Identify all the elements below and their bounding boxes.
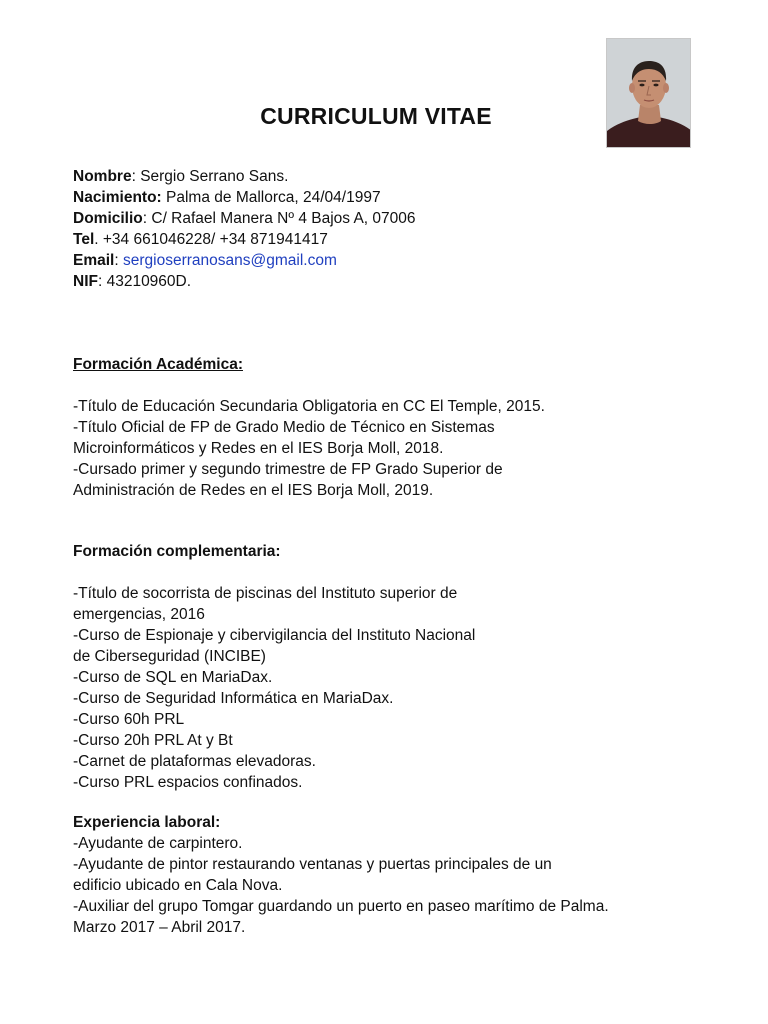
experience-line: Marzo 2017 – Abril 2017. <box>73 919 246 936</box>
birth-value: Palma de Mallorca, 24/04/1997 <box>161 189 381 206</box>
complementary-section <box>73 541 693 793</box>
experience-heading: Experiencia laboral: <box>73 814 221 831</box>
academic-line: -Título de Educación Secundaria Obligatoria en CC El Temple, 2015. <box>73 398 545 415</box>
complementary-line: -Curso de SQL en MariaDax. <box>73 669 273 686</box>
complementary-line: -Curso 20h PRL At y Bt <box>73 732 233 749</box>
spacer <box>73 375 693 396</box>
complementary-line: -Curso de Seguridad Informática en MariaDax. <box>73 690 394 707</box>
portrait-image <box>607 39 691 148</box>
academic-line: Microinformáticos y Redes en el IES Borja Moll, 2018. <box>73 440 444 457</box>
address-label: Domicilio <box>73 210 143 227</box>
nif-row <box>73 271 693 292</box>
profile-photo <box>606 38 691 148</box>
academic-section <box>73 354 693 501</box>
complementary-heading: Formación complementaria: <box>73 543 281 560</box>
complementary-line: -Carnet de plataformas elevadoras. <box>73 753 316 770</box>
email-label: Email <box>73 252 115 269</box>
document-title: CURRICULUM VITAE <box>260 103 492 129</box>
experience-line: -Auxiliar del grupo Tomgar guardando un puerto en paseo marítimo de Palma. <box>73 898 609 915</box>
complementary-line: -Curso de Espionaje y cibervigilancia del Instituto Nacional <box>73 627 476 644</box>
nif-label: NIF <box>73 273 98 290</box>
email-separator: : <box>114 252 123 269</box>
email-row <box>73 250 693 271</box>
experience-line: -Ayudante de carpintero. <box>73 835 243 852</box>
name-label: Nombre <box>73 168 132 185</box>
experience-line: -Ayudante de pintor restaurando ventanas y puertas principales de un <box>73 856 552 873</box>
complementary-line: emergencias, 2016 <box>73 606 205 623</box>
address-row <box>73 208 693 229</box>
complementary-line: -Curso 60h PRL <box>73 711 185 728</box>
spacer <box>73 562 693 583</box>
academic-line: Administración de Redes en el IES Borja Moll, 2019. <box>73 482 434 499</box>
complementary-line: -Curso PRL espacios confinados. <box>73 774 303 791</box>
experience-section <box>73 812 693 938</box>
phone-row <box>73 229 693 250</box>
birth-label: Nacimiento: <box>73 189 162 206</box>
address-value: : C/ Rafael Manera Nº 4 Bajos A, 07006 <box>142 210 416 227</box>
complementary-line: -Título de socorrista de piscinas del Instituto superior de <box>73 585 458 602</box>
experience-line: edificio ubicado en Cala Nova. <box>73 877 283 894</box>
academic-heading: Formación Académica: <box>73 356 243 373</box>
email-link[interactable]: sergioserranosans@gmail.com <box>122 252 337 269</box>
academic-line: -Cursado primer y segundo trimestre de FP Grado Superior de <box>73 461 503 478</box>
name-value: : Sergio Serrano Sans. <box>131 168 289 185</box>
academic-line: -Título Oficial de FP de Grado Medio de Técnico en Sistemas <box>73 419 495 436</box>
personal-info <box>73 166 693 292</box>
phone-value: . +34 661046228/ +34 871941417 <box>94 231 328 248</box>
nif-value: : 43210960D. <box>97 273 192 290</box>
complementary-line: de Ciberseguridad (INCIBE) <box>73 648 266 665</box>
phone-label: Tel <box>73 231 95 248</box>
birth-row <box>73 187 693 208</box>
name-row <box>73 166 693 187</box>
